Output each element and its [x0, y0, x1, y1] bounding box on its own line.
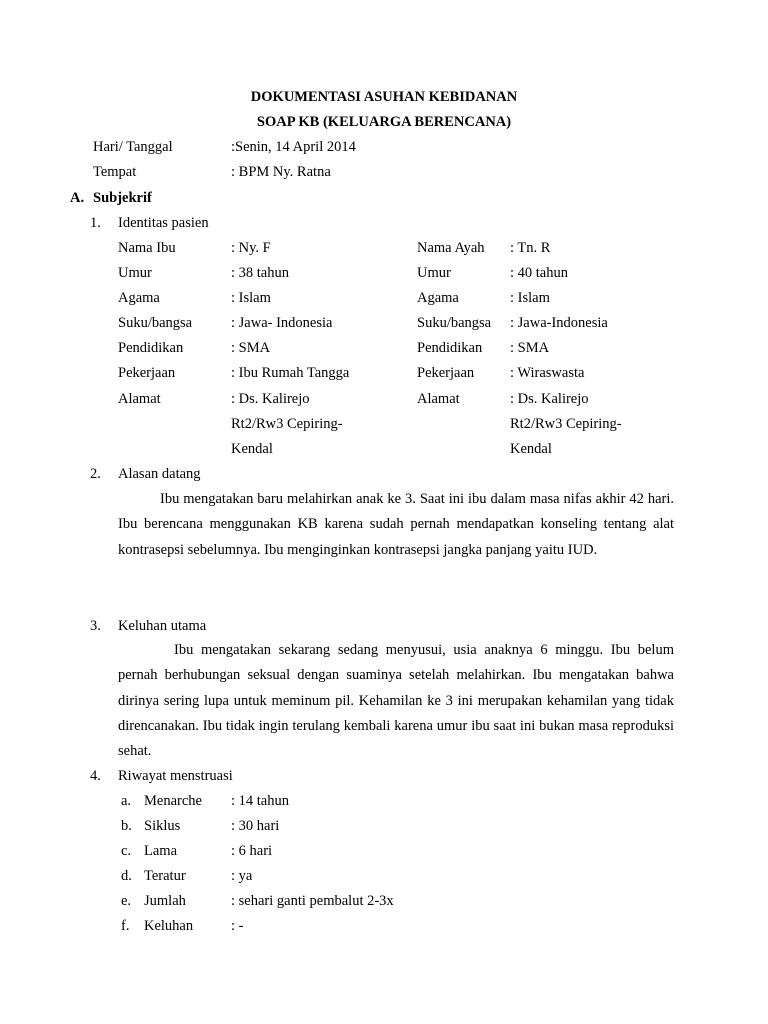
- document-subtitle: SOAP KB (KELUARGA BERENCANA): [256, 114, 512, 130]
- mother-age-value: : 38 tahun: [231, 265, 289, 281]
- list-item-letter: d.: [121, 868, 132, 884]
- place-value: : BPM Ny. Ratna: [231, 164, 331, 180]
- mother-name-label: Nama Ibu: [118, 240, 176, 256]
- father-education-label: Pendidikan: [417, 340, 483, 356]
- mother-address-line3: Kendal: [231, 441, 273, 457]
- reason-paragraph: Ibu mengatakan baru melahirkan anak ke 3. Saat ini ibu dalam masa nifas akhir 42 hari. Ibu berencana menggunakan KB karena sudah pernah mendapatkan konseling tentang alat kontrasepsi sebelumnya. Ibu menginginkan kontrasepsi jangka panjang yaitu IUD.: [118, 491, 674, 558]
- list-item-label: Keluhan: [144, 918, 194, 934]
- father-age-value: : 40 tahun: [510, 265, 568, 281]
- mother-religion-value: : Islam: [231, 290, 271, 306]
- list-item-label: Teratur: [144, 868, 186, 884]
- father-age-label: Umur: [417, 265, 451, 281]
- date-label: Hari/ Tanggal: [93, 139, 173, 155]
- list-item-value: : 14 tahun: [231, 793, 289, 809]
- item-4-title: Riwayat menstruasi: [118, 768, 233, 784]
- item-3-number: 3.: [90, 618, 101, 634]
- item-3-title: Keluhan utama: [118, 618, 207, 634]
- list-item-letter: e.: [121, 893, 132, 909]
- list-item-value: : -: [231, 918, 244, 934]
- mother-name-value: : Ny. F: [231, 240, 271, 256]
- mother-age-label: Umur: [118, 265, 152, 281]
- item-2-title: Alasan datang: [118, 466, 201, 482]
- mother-religion-label: Agama: [118, 290, 160, 306]
- section-a-title: Subjekrif: [93, 190, 152, 206]
- mother-ethnicity-label: Suku/bangsa: [118, 315, 193, 331]
- mother-education-value: : SMA: [231, 340, 271, 356]
- list-item-letter: f.: [121, 918, 130, 934]
- father-address-label: Alamat: [417, 391, 460, 407]
- father-ethnicity-value: : Jawa-Indonesia: [510, 315, 608, 331]
- item-1-number: 1.: [90, 215, 101, 231]
- father-education-value: : SMA: [510, 340, 550, 356]
- father-address-line2: Rt2/Rw3 Cepiring-: [510, 416, 622, 432]
- list-item-label: Siklus: [144, 818, 181, 834]
- list-item-label: Jumlah: [144, 893, 186, 909]
- place-label: Tempat: [93, 164, 137, 180]
- list-item-letter: b.: [121, 818, 132, 834]
- list-item-letter: c.: [121, 843, 132, 859]
- complaint-paragraph: Ibu mengatakan sekarang sedang menyusui, usia anaknya 6 minggu. Ibu belum pernah berhubungan seksual dengan suaminya setelah melahirkan. Ibu mengatakan bahwa dirinya sering lupa untuk meminum pil. Kehamilan ke 3 ini merupakan kehamilan yang tidak direncanakan. Ibu tidak ingin terulang kembali karena umur ibu saat ini bukan masa reproduksi sehat.: [118, 642, 674, 760]
- list-item-value: : 30 hari: [231, 818, 280, 834]
- father-religion-value: : Islam: [510, 290, 550, 306]
- list-item-value: : ya: [231, 868, 253, 884]
- item-2-number: 2.: [90, 466, 101, 482]
- mother-ethnicity-value: : Jawa- Indonesia: [231, 315, 333, 331]
- item-1-title: Identitas pasien: [118, 215, 209, 231]
- father-job-label: Pekerjaan: [417, 365, 475, 381]
- father-name-label: Nama Ayah: [417, 240, 485, 256]
- item-4-number: 4.: [90, 768, 101, 784]
- mother-address-line1: : Ds. Kalirejo: [231, 391, 310, 407]
- father-religion-label: Agama: [417, 290, 459, 306]
- father-name-value: : Tn. R: [510, 240, 551, 256]
- date-value: :Senin, 14 April 2014: [231, 139, 356, 155]
- list-item-label: Menarche: [144, 793, 202, 809]
- document-title: DOKUMENTASI ASUHAN KEBIDANAN: [250, 89, 518, 105]
- mother-job-label: Pekerjaan: [118, 365, 176, 381]
- father-address-line3: Kendal: [510, 441, 552, 457]
- mother-job-value: : Ibu Rumah Tangga: [231, 365, 350, 381]
- mother-education-label: Pendidikan: [118, 340, 184, 356]
- list-item-label: Lama: [144, 843, 178, 859]
- father-ethnicity-label: Suku/bangsa: [417, 315, 492, 331]
- mother-address-line2: Rt2/Rw3 Cepiring-: [231, 416, 343, 432]
- mother-address-label: Alamat: [118, 391, 161, 407]
- father-address-line1: : Ds. Kalirejo: [510, 391, 589, 407]
- father-job-value: : Wiraswasta: [510, 365, 585, 381]
- list-item-value: : sehari ganti pembalut 2-3x: [231, 893, 394, 909]
- section-a-letter: A.: [70, 190, 85, 206]
- list-item-letter: a.: [121, 793, 132, 809]
- list-item-value: : 6 hari: [231, 843, 273, 859]
